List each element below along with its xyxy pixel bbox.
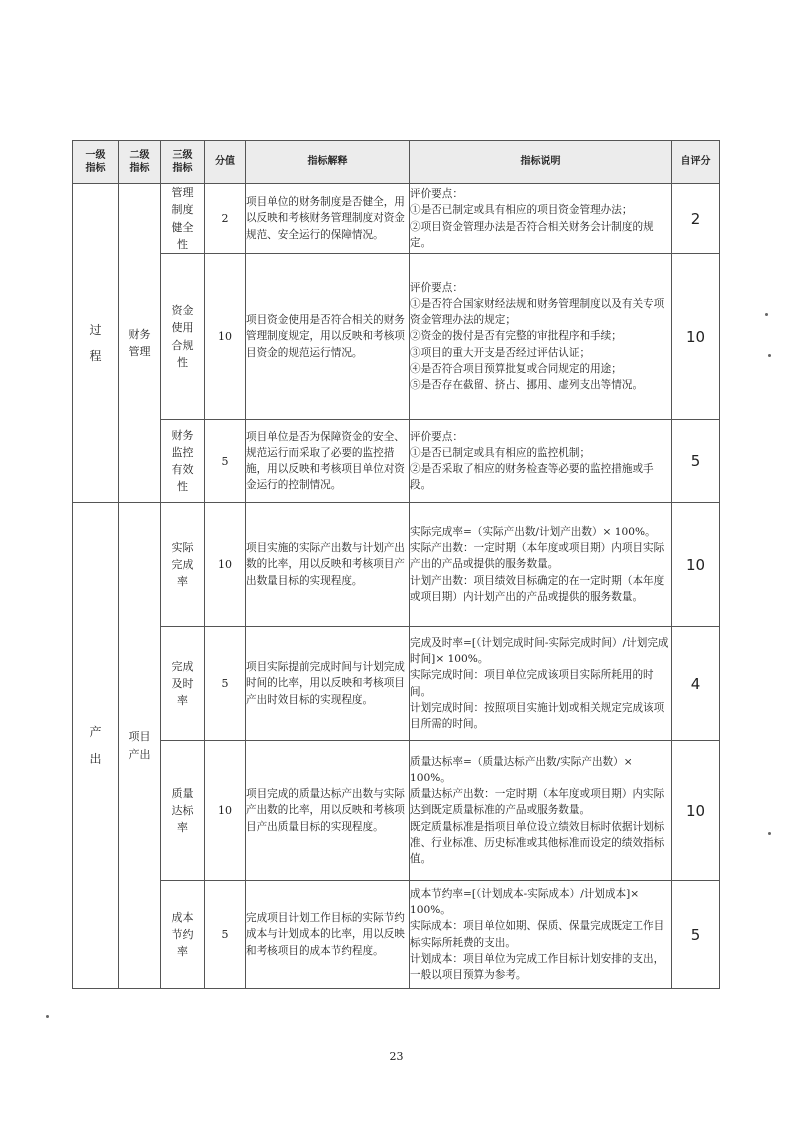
- header-level1: 一级 指标: [73, 141, 119, 184]
- description-cell: [410, 184, 672, 254]
- description-line: ④是否符合项目预算批复或合同规定的用途；: [410, 362, 622, 375]
- description-line: 质量达标产出数：一定时期（本年度或项目期）内实际达到既定质量标准的产品或服务数量。: [410, 788, 665, 817]
- table-row: [73, 741, 720, 881]
- description-line: 评价要点：: [410, 430, 463, 443]
- scan-speck: [768, 832, 771, 835]
- description-line: 评价要点：: [410, 282, 463, 295]
- description-line: ②资金的拨付是否有完整的审批程序和手续；: [410, 330, 622, 343]
- score-cell: 10: [205, 741, 246, 881]
- table-row: [73, 503, 720, 627]
- explanation-cell: 项目单位是否为保障资金的安全、规范运行而采取了必要的监控措施，用以反映和考核项目单位对资金运行的控制情况。: [246, 420, 410, 503]
- score-cell: 5: [205, 627, 246, 741]
- explanation-cell: 项目单位的财务制度是否健全，用以反映和考核财务管理制度对资金规范、安全运行的保障情况。: [246, 184, 410, 254]
- description-line: 计划成本：项目单位为完成工作目标计划安排的支出，一般以项目预算为参考。: [410, 952, 665, 981]
- level3-cell: 完成 及时 率: [161, 627, 205, 741]
- score-cell: 10: [205, 254, 246, 420]
- description-line: ①是否已制定或具有相应的项目资金管理办法；: [410, 204, 633, 217]
- table-row: [73, 627, 720, 741]
- description-line: ②是否采取了相应的财务检查等必要的监控措施或手段。: [410, 463, 654, 492]
- self-score-cell: 10: [672, 503, 720, 627]
- description-line: 评价要点：: [410, 188, 463, 201]
- level3-cell: 质量 达标 率: [161, 741, 205, 881]
- table-row: [73, 881, 720, 989]
- header-explanation: 指标解释: [246, 141, 410, 184]
- description-line: 成本节约率=[（计划成本-实际成本）/计划成本]× 100%。: [410, 888, 640, 917]
- description-cell: [410, 741, 672, 881]
- level3-cell: 财务 监控 有效 性: [161, 420, 205, 503]
- scan-speck: [768, 354, 771, 357]
- header-score: 分值: [205, 141, 246, 184]
- level1-cell: 过 程: [73, 184, 119, 503]
- level3-cell: 资金 使用 合规 性: [161, 254, 205, 420]
- level3-cell: 实际 完成 率: [161, 503, 205, 627]
- evaluation-table: [72, 140, 720, 989]
- table-header-row: [73, 141, 720, 184]
- page-number: 23: [389, 1050, 404, 1063]
- description-line: 既定质量标准是指项目单位设立绩效目标时依据计划标准、行业标准、历史标准或其他标准而设定的绩效指标值。: [410, 820, 665, 865]
- description-cell: [410, 503, 672, 627]
- description-line: 质量达标率=（质量达标产出数/实际产出数）× 100%。: [410, 756, 633, 785]
- level2-cell: 项目 产出: [119, 503, 161, 989]
- self-score-cell: 2: [672, 184, 720, 254]
- score-cell: 10: [205, 503, 246, 627]
- description-cell: [410, 881, 672, 989]
- header-self-score: 自评分: [672, 141, 720, 184]
- description-cell: [410, 254, 672, 420]
- self-score-cell: 4: [672, 627, 720, 741]
- explanation-cell: 项目资金使用是否符合相关的财务管理制度规定，用以反映和考核项目资金的规范运行情况。: [246, 254, 410, 420]
- description-line: ③项目的重大开支是否经过评估认证；: [410, 346, 591, 359]
- table-row: [73, 184, 720, 254]
- explanation-cell: 项目实际提前完成时间与计划完成时间的比率，用以反映和考核项目产出时效目标的实现程度。: [246, 627, 410, 741]
- level3-cell: 管理 制度 健全 性: [161, 184, 205, 254]
- description-line: ⑤是否存在截留、挤占、挪用、虚列支出等情况。: [410, 378, 644, 391]
- description-line: 实际成本：项目单位如期、保质、保量完成既定工作目标实际所耗费的支出。: [410, 920, 665, 949]
- description-cell: [410, 627, 672, 741]
- description-line: 计划完成时间：按照项目实施计划或相关规定完成该项目所需的时间。: [410, 701, 665, 730]
- description-cell: [410, 420, 672, 503]
- description-line: 实际产出数：一定时期（本年度或项目期）内项目实际产出的产品或提供的服务数量。: [410, 542, 665, 571]
- table-row: [73, 420, 720, 503]
- score-cell: 5: [205, 420, 246, 503]
- explanation-cell: 项目实施的实际产出数与计划产出数的比率，用以反映和考核项目产出数量目标的实现程度。: [246, 503, 410, 627]
- header-level3: 三级 指标: [161, 141, 205, 184]
- self-score-cell: 10: [672, 254, 720, 420]
- table-row: [73, 254, 720, 420]
- description-line: 完成及时率=[（计划完成时间-实际完成时间）/计划完成时间]× 100%。: [410, 637, 669, 666]
- description-line: ②项目资金管理办法是否符合相关财务会计制度的规定。: [410, 220, 654, 249]
- level1-cell: 产 出: [73, 503, 119, 989]
- scan-speck: [46, 1015, 49, 1018]
- description-line: 计划产出数：项目绩效目标确定的在一定时期（本年度或项目期）内计划产出的产品或提供的服务数量。: [410, 574, 665, 603]
- description-line: ①是否符合国家财经法规和财务管理制度以及有关专项资金管理办法的规定；: [410, 298, 665, 327]
- explanation-cell: 完成项目计划工作目标的实际节约成本与计划成本的比率，用以反映和考核项目的成本节约程度。: [246, 881, 410, 989]
- header-description: 指标说明: [410, 141, 672, 184]
- self-score-cell: 5: [672, 420, 720, 503]
- description-line: 实际完成时间：项目单位完成该项目实际所耗用的时间。: [410, 669, 654, 698]
- score-cell: 2: [205, 184, 246, 254]
- score-cell: 5: [205, 881, 246, 989]
- header-level2: 二级 指标: [119, 141, 161, 184]
- self-score-cell: 10: [672, 741, 720, 881]
- scan-speck: [765, 313, 768, 316]
- level3-cell: 成本 节约 率: [161, 881, 205, 989]
- description-line: 实际完成率=（实际产出数/计划产出数）× 100%。: [410, 526, 656, 539]
- self-score-cell: 5: [672, 881, 720, 989]
- level2-cell: 财务 管理: [119, 184, 161, 503]
- explanation-cell: 项目完成的质量达标产出数与实际产出数的比率，用以反映和考核项目产出质量目标的实现程度。: [246, 741, 410, 881]
- description-line: ①是否已制定或具有相应的监控机制；: [410, 446, 591, 459]
